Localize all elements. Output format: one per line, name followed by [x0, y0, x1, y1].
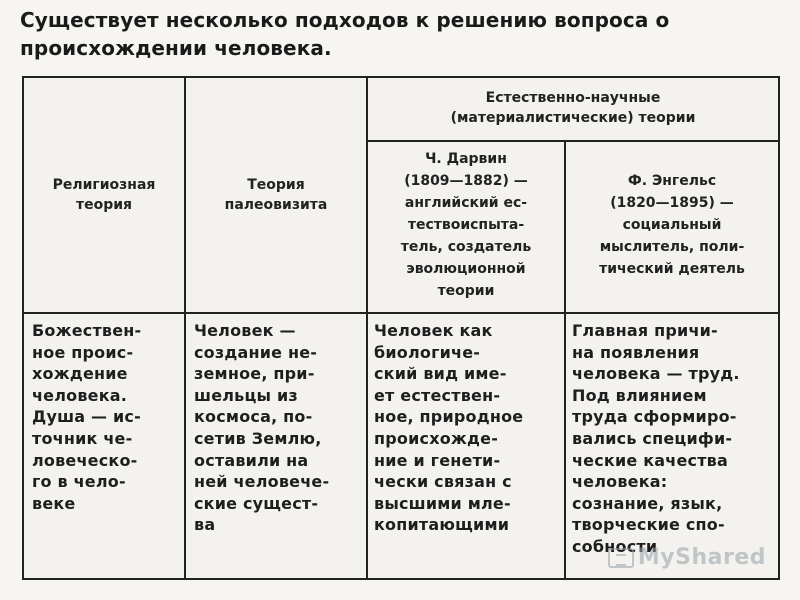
- header-darwin-label: Ч. Дарвин (1809—1882) — английский ес- тествоиспыта- тель, создатель эволюционной теории: [400, 151, 532, 299]
- header-religious-label: Религиозная теория: [52, 177, 156, 213]
- watermark: [608, 545, 766, 570]
- body-religious: [24, 314, 184, 578]
- header-engels-label: Ф. Энгельс (1820—1895) — социальный мыслитель, поли- тический деятель: [599, 173, 745, 277]
- body-darwin: [368, 314, 564, 578]
- body-darwin-text: Человек как биологиче- ский вид име- ет естествен- ное, природное происхожде- ние и генети- чески связан с высшими мле- копитающими: [374, 321, 524, 535]
- group-header-cell: [368, 78, 778, 140]
- header-darwin: [368, 142, 564, 312]
- body-engels: [566, 314, 778, 578]
- body-paleovisit: [186, 314, 366, 578]
- watermark-icon: [608, 548, 634, 568]
- header-paleovisit: [186, 78, 366, 312]
- header-engels: [566, 142, 778, 312]
- watermark-label: MyShared: [637, 545, 766, 570]
- group-header-label: Естественно-научные (материалистические) теории: [450, 90, 696, 126]
- body-engels-text: Главная причи- на появления человека — труд. Под влиянием труда сформиро- вались специфи- ческие качества человека: сознание, язык, творческие спо- собности: [572, 321, 740, 556]
- body-religious-text: Божествен- ное проис- хождение человека. Душа — ис- точник че- ловеческо- го в чело- веке: [32, 321, 142, 513]
- page-title: Существует несколько подходов к решению вопроса о происхождении человека.: [20, 8, 670, 60]
- header-paleovisit-label: Теория палеовизита: [224, 177, 328, 213]
- header-religious: [24, 78, 184, 312]
- body-paleovisit-text: Человек — создание не- земное, при- шельцы из космоса, по- сетив Землю, оставили на ней человече- ские сущест- ва: [194, 321, 330, 535]
- theories-table: [22, 76, 780, 580]
